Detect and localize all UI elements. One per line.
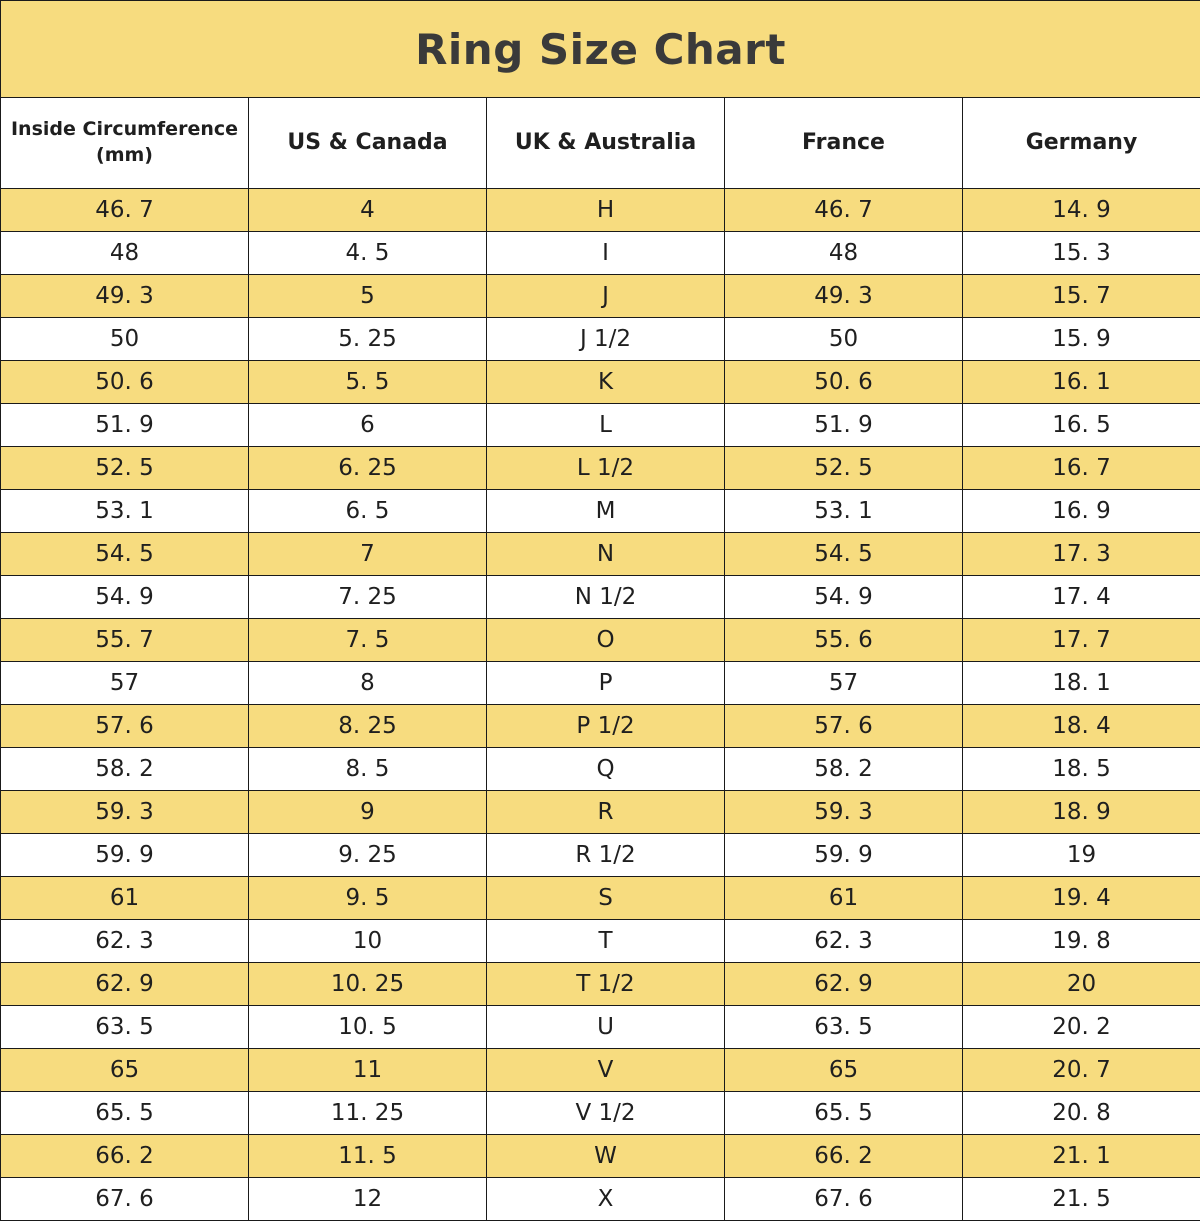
cell-germany: 15. 9 — [963, 318, 1200, 361]
cell-us-canada: 8 — [249, 662, 487, 705]
cell-circumference: 62. 3 — [1, 920, 249, 963]
cell-france: 48 — [725, 232, 963, 275]
cell-circumference: 48 — [1, 232, 249, 275]
column-header-us-canada: US & Canada — [249, 98, 487, 189]
cell-circumference: 58. 2 — [1, 748, 249, 791]
cell-uk-australia: X — [487, 1178, 725, 1221]
cell-france: 57 — [725, 662, 963, 705]
cell-circumference: 67. 6 — [1, 1178, 249, 1221]
cell-circumference: 54. 9 — [1, 576, 249, 619]
cell-france: 49. 3 — [725, 275, 963, 318]
table-header-row — [1, 98, 1200, 189]
cell-france: 50 — [725, 318, 963, 361]
cell-circumference: 46. 7 — [1, 189, 249, 232]
cell-germany: 21. 1 — [963, 1135, 1200, 1178]
column-header-inside-circumference — [1, 98, 249, 189]
cell-uk-australia: O — [487, 619, 725, 662]
cell-uk-australia: H — [487, 189, 725, 232]
cell-uk-australia: L — [487, 404, 725, 447]
cell-germany: 14. 9 — [963, 189, 1200, 232]
cell-germany: 15. 3 — [963, 232, 1200, 275]
cell-uk-australia: L 1/2 — [487, 447, 725, 490]
table-row — [1, 877, 1200, 920]
cell-us-canada: 8. 5 — [249, 748, 487, 791]
cell-us-canada: 11. 25 — [249, 1092, 487, 1135]
cell-france: 46. 7 — [725, 189, 963, 232]
cell-circumference: 50 — [1, 318, 249, 361]
cell-us-canada: 12 — [249, 1178, 487, 1221]
cell-france: 65 — [725, 1049, 963, 1092]
cell-uk-australia: M — [487, 490, 725, 533]
cell-germany: 20. 7 — [963, 1049, 1200, 1092]
cell-us-canada: 9. 25 — [249, 834, 487, 877]
cell-france: 51. 9 — [725, 404, 963, 447]
cell-france: 67. 6 — [725, 1178, 963, 1221]
cell-us-canada: 10. 5 — [249, 1006, 487, 1049]
cell-uk-australia: T 1/2 — [487, 963, 725, 1006]
cell-uk-australia: R 1/2 — [487, 834, 725, 877]
cell-circumference: 54. 5 — [1, 533, 249, 576]
table-row — [1, 318, 1200, 361]
table-row — [1, 1092, 1200, 1135]
cell-germany: 18. 1 — [963, 662, 1200, 705]
cell-us-canada: 4 — [249, 189, 487, 232]
cell-uk-australia: J 1/2 — [487, 318, 725, 361]
table-row — [1, 619, 1200, 662]
cell-circumference: 53. 1 — [1, 490, 249, 533]
cell-us-canada: 9 — [249, 791, 487, 834]
table-body — [1, 189, 1200, 1221]
cell-uk-australia: V — [487, 1049, 725, 1092]
title-row — [1, 1, 1200, 98]
table-row — [1, 963, 1200, 1006]
cell-france: 57. 6 — [725, 705, 963, 748]
column-header-line1: Inside Circumference — [1, 117, 248, 143]
column-header-france: France — [725, 98, 963, 189]
table-row — [1, 705, 1200, 748]
cell-france: 63. 5 — [725, 1006, 963, 1049]
cell-circumference: 66. 2 — [1, 1135, 249, 1178]
cell-circumference: 57. 6 — [1, 705, 249, 748]
table-row — [1, 1135, 1200, 1178]
cell-circumference: 65 — [1, 1049, 249, 1092]
table-row — [1, 1049, 1200, 1092]
cell-us-canada: 7. 5 — [249, 619, 487, 662]
cell-france: 54. 9 — [725, 576, 963, 619]
table-row — [1, 490, 1200, 533]
table-row — [1, 1178, 1200, 1221]
cell-uk-australia: S — [487, 877, 725, 920]
cell-france: 65. 5 — [725, 1092, 963, 1135]
cell-uk-australia: V 1/2 — [487, 1092, 725, 1135]
cell-circumference: 51. 9 — [1, 404, 249, 447]
cell-circumference: 50. 6 — [1, 361, 249, 404]
cell-circumference: 59. 9 — [1, 834, 249, 877]
cell-circumference: 65. 5 — [1, 1092, 249, 1135]
cell-france: 58. 2 — [725, 748, 963, 791]
cell-us-canada: 11. 5 — [249, 1135, 487, 1178]
table-row — [1, 275, 1200, 318]
cell-germany: 20. 2 — [963, 1006, 1200, 1049]
table-row — [1, 189, 1200, 232]
cell-france: 59. 9 — [725, 834, 963, 877]
table-row — [1, 576, 1200, 619]
cell-us-canada: 5 — [249, 275, 487, 318]
cell-us-canada: 10 — [249, 920, 487, 963]
table-row — [1, 533, 1200, 576]
cell-us-canada: 6. 25 — [249, 447, 487, 490]
table-row — [1, 662, 1200, 705]
table-row — [1, 404, 1200, 447]
cell-circumference: 55. 7 — [1, 619, 249, 662]
cell-uk-australia: P — [487, 662, 725, 705]
cell-germany: 18. 9 — [963, 791, 1200, 834]
cell-us-canada: 5. 25 — [249, 318, 487, 361]
cell-france: 59. 3 — [725, 791, 963, 834]
table-row — [1, 1006, 1200, 1049]
cell-germany: 16. 7 — [963, 447, 1200, 490]
chart-title: Ring Size Chart — [1, 1, 1200, 98]
column-header-line2: (mm) — [1, 143, 248, 169]
cell-france: 53. 1 — [725, 490, 963, 533]
cell-uk-australia: U — [487, 1006, 725, 1049]
cell-circumference: 49. 3 — [1, 275, 249, 318]
cell-germany: 16. 1 — [963, 361, 1200, 404]
cell-germany: 16. 9 — [963, 490, 1200, 533]
cell-circumference: 57 — [1, 662, 249, 705]
cell-germany: 19. 4 — [963, 877, 1200, 920]
cell-germany: 16. 5 — [963, 404, 1200, 447]
cell-circumference: 62. 9 — [1, 963, 249, 1006]
table-row — [1, 834, 1200, 877]
table-row — [1, 232, 1200, 275]
cell-us-canada: 8. 25 — [249, 705, 487, 748]
cell-france: 54. 5 — [725, 533, 963, 576]
cell-germany: 17. 4 — [963, 576, 1200, 619]
cell-circumference: 63. 5 — [1, 1006, 249, 1049]
column-header-uk-australia: UK & Australia — [487, 98, 725, 189]
table-row — [1, 361, 1200, 404]
cell-germany: 19. 8 — [963, 920, 1200, 963]
table-row — [1, 447, 1200, 490]
cell-uk-australia: J — [487, 275, 725, 318]
cell-uk-australia: K — [487, 361, 725, 404]
cell-us-canada: 6 — [249, 404, 487, 447]
cell-uk-australia: T — [487, 920, 725, 963]
cell-uk-australia: Q — [487, 748, 725, 791]
cell-us-canada: 11 — [249, 1049, 487, 1092]
cell-germany: 17. 7 — [963, 619, 1200, 662]
cell-uk-australia: P 1/2 — [487, 705, 725, 748]
cell-germany: 20. 8 — [963, 1092, 1200, 1135]
cell-us-canada: 5. 5 — [249, 361, 487, 404]
cell-us-canada: 4. 5 — [249, 232, 487, 275]
cell-germany: 21. 5 — [963, 1178, 1200, 1221]
cell-france: 62. 9 — [725, 963, 963, 1006]
cell-us-canada: 7 — [249, 533, 487, 576]
table-row — [1, 920, 1200, 963]
table-row — [1, 791, 1200, 834]
cell-uk-australia: N — [487, 533, 725, 576]
cell-germany: 20 — [963, 963, 1200, 1006]
cell-uk-australia: R — [487, 791, 725, 834]
cell-germany: 19 — [963, 834, 1200, 877]
cell-france: 66. 2 — [725, 1135, 963, 1178]
cell-germany: 18. 4 — [963, 705, 1200, 748]
cell-us-canada: 10. 25 — [249, 963, 487, 1006]
column-header-germany: Germany — [963, 98, 1200, 189]
cell-us-canada: 6. 5 — [249, 490, 487, 533]
cell-circumference: 61 — [1, 877, 249, 920]
cell-circumference: 52. 5 — [1, 447, 249, 490]
cell-us-canada: 7. 25 — [249, 576, 487, 619]
cell-uk-australia: N 1/2 — [487, 576, 725, 619]
cell-germany: 18. 5 — [963, 748, 1200, 791]
cell-france: 52. 5 — [725, 447, 963, 490]
cell-france: 50. 6 — [725, 361, 963, 404]
cell-france: 61 — [725, 877, 963, 920]
cell-uk-australia: W — [487, 1135, 725, 1178]
cell-france: 55. 6 — [725, 619, 963, 662]
table-row — [1, 748, 1200, 791]
cell-france: 62. 3 — [725, 920, 963, 963]
cell-us-canada: 9. 5 — [249, 877, 487, 920]
cell-circumference: 59. 3 — [1, 791, 249, 834]
cell-germany: 15. 7 — [963, 275, 1200, 318]
cell-germany: 17. 3 — [963, 533, 1200, 576]
cell-uk-australia: I — [487, 232, 725, 275]
